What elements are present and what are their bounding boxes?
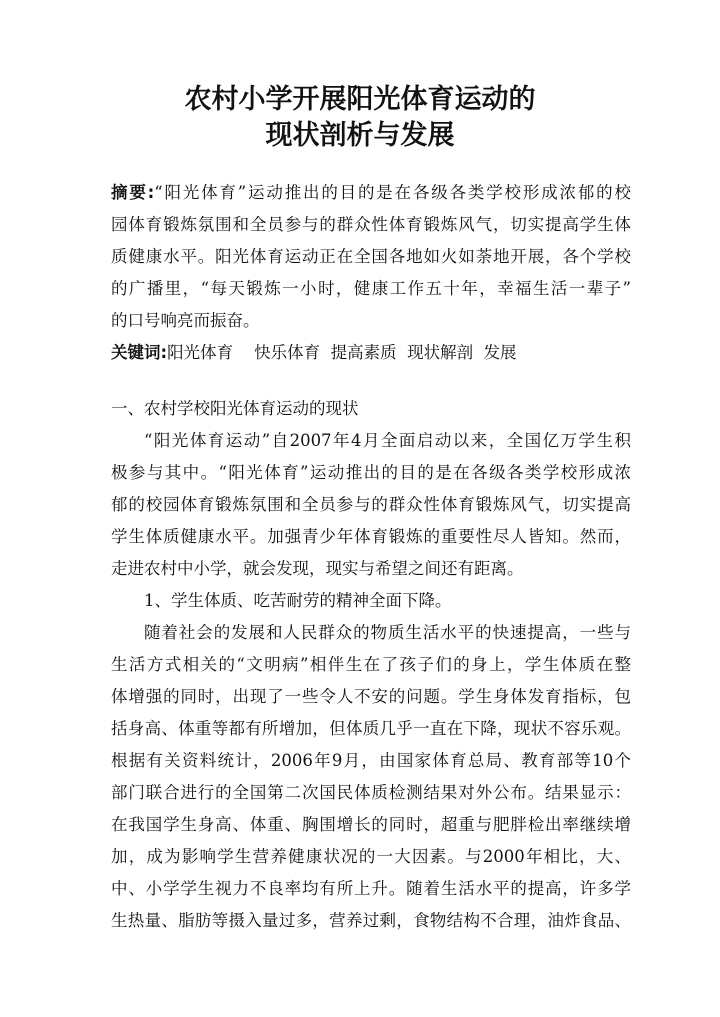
paragraph-line: 生热量、脂肪等摄入量过多，营养过剩，食物结构不合理，油炸食品、: [111, 911, 631, 930]
keywords-line: [111, 337, 631, 369]
paragraph-line: 括身高、体重等都有所增加，但体质几乎一直在下降，现状不容乐观。: [111, 719, 631, 738]
paragraph-line: 加，成为影响学生营养健康状况的一大因素。与2000年相比，大、: [111, 847, 631, 866]
abstract-label: 摘要:: [111, 183, 155, 202]
title-line-2: 现状剖析与发展: [265, 120, 455, 151]
abstract-line: 园体育锻炼氛围和全员参与的群众性体育锻炼风气，切实提高学生体: [111, 215, 631, 234]
abstract-line: 的广播里，“每天锻炼一小时，健康工作五十年，幸福生活一辈子”: [111, 279, 631, 298]
section-heading: 一、农村学校阳光体育运动的现状: [111, 399, 359, 418]
paragraph-line: 极参与其中。“阳光体育”运动推出的目的是在各级各类学校形成浓: [111, 463, 631, 482]
subheading: 1、学生体质、吃苦耐劳的精神全面下降。: [144, 591, 452, 610]
section-1: [111, 393, 631, 937]
paragraph-line: 部门联合进行的全国第二次国民体质检测结果对外公布。结果显示：: [111, 783, 631, 802]
paragraph-line: 生活方式相关的“文明病”相伴生在了孩子们的身上，学生体质在整: [111, 655, 631, 674]
title-line-1: 农村小学开展阳光体育运动的: [184, 84, 536, 115]
paragraph-line: “阳光体育运动”自2007年4月全面启动以来，全国亿万学生积: [144, 431, 631, 450]
abstract-line: 的口号响亮而振奋。: [111, 311, 260, 330]
paragraph-line: 在我国学生身高、体重、胸围增长的同时，超重与肥胖检出率继续增: [111, 815, 631, 834]
paragraph-line: 中、小学学生视力不良率均有所上升。随着生活水平的提高，许多学: [111, 879, 631, 898]
paragraph-line: 学生体质健康水平。加强青少年体育锻炼的重要性尽人皆知。然而，: [111, 527, 631, 546]
abstract-line: 摘要:“阳光体育”运动推出的目的是在各级各类学校形成浓郁的校: [111, 183, 631, 202]
paragraph-line: 体增强的同时，出现了一些令人不安的问题。学生身体发育指标，包: [111, 687, 631, 706]
abstract-block: [111, 177, 631, 369]
keywords-label: 关键词:: [111, 343, 168, 362]
keywords-text: 阳光体育 快乐体育 提高素质 现状解剖 发展: [167, 343, 517, 362]
paragraph-line: 郁的校园体育锻炼氛围和全员参与的群众性体育锻炼风气，切实提高: [111, 495, 631, 514]
paragraph-line: 根据有关资料统计，2006年9月，由国家体育总局、教育部等10个: [111, 751, 631, 770]
paragraph-line: 走进农村中小学，就会发现，现实与希望之间还有距离。: [111, 559, 524, 578]
abstract-line: 质健康水平。阳光体育运动正在全国各地如火如荼地开展，各个学校: [111, 247, 631, 266]
paragraph-line: 随着社会的发展和人民群众的物质生活水平的快速提高，一些与: [144, 623, 631, 642]
